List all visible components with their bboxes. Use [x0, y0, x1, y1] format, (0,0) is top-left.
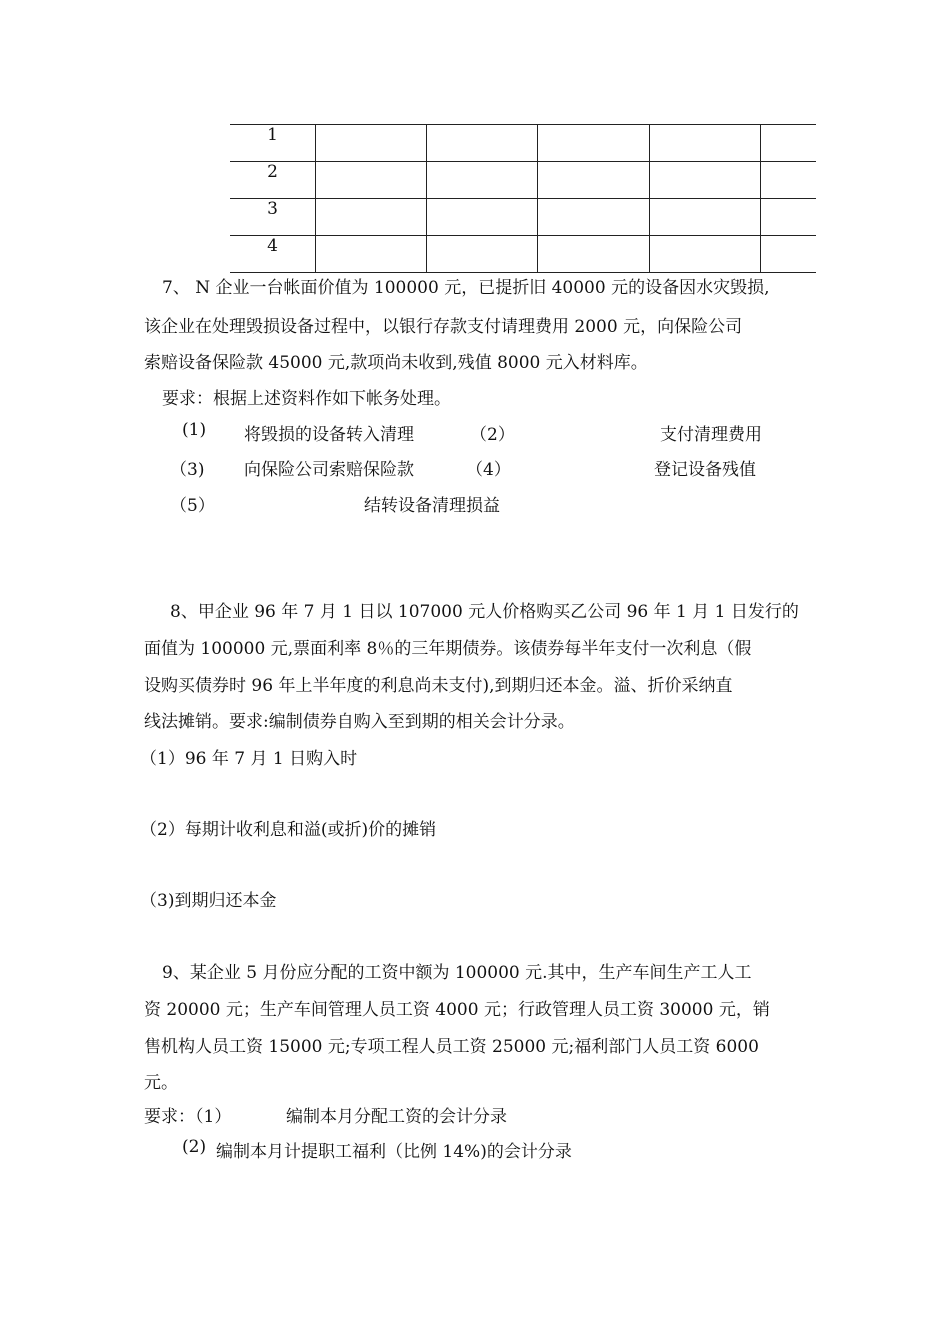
q9-line-4: 元。	[144, 1073, 178, 1093]
q8-item-2: （2）每期计收利息和溢(或折)价的摊销	[140, 820, 437, 840]
q8-line-2: 面值为 100000 元,票面利率 8％的三年期债券。该债券每半年支付一次利息（假	[144, 639, 752, 659]
table-row	[230, 125, 816, 162]
table-row	[230, 162, 816, 199]
q7-item-3-text: 向保险公司索赔保险款	[244, 460, 414, 480]
q7-line-2: 该企业在处理毁损设备过程中，以银行存款支付请理费用 2000 元，向保险公司	[144, 317, 743, 337]
table-row	[230, 199, 816, 236]
row-number: 2	[230, 162, 316, 199]
q9-line-1: 9、某企业 5 月份应分配的工资中额为 100000 元.其中，生产车间生产工人工	[162, 963, 752, 983]
q8-item-1: （1）96 年 7 月 1 日购入时	[140, 749, 358, 769]
q7-item-4-text: 登记设备残值	[654, 460, 756, 480]
q9-req-label: 要求：（1）	[144, 1107, 232, 1127]
row-number: 1	[230, 125, 316, 162]
q7-item-1-text: 将毁损的设备转入清理	[244, 425, 414, 445]
q8-item-3: （3)到期归还本金	[140, 891, 277, 911]
q7-line-3: 索赔设备保险款 45000 元,款项尚未收到,残值 8000 元入材料库。	[144, 353, 648, 373]
q7-item-4-no: （4）	[466, 460, 511, 480]
q9-req-1: 编制本月分配工资的会计分录	[286, 1107, 507, 1127]
q9-req-2: 编制本月计提职工福利（比例 14%)的会计分录	[216, 1142, 572, 1162]
q9-line-2: 资 20000 元；生产车间管理人员工资 4000 元；行政管理人员工资 30000 元，销	[144, 1000, 770, 1020]
q9-req-2-no: (2)	[182, 1137, 207, 1157]
q7-item-1-no: (1)	[182, 420, 207, 440]
q8-line-3: 设购买债券时 96 年上半年度的利息尚未支付),到期归还本金。溢、折价采纳直	[144, 676, 733, 696]
row-number: 3	[230, 199, 316, 236]
q7-line-1: 7、 N 企业一台帐面价值为 100000 元，已提折旧 40000 元的设备因水灾毁损,	[162, 278, 770, 298]
q7-requirement: 要求：根据上述资料作如下帐务处理。	[162, 389, 451, 409]
q9-line-3: 售机构人员工资 15000 元;专项工程人员工资 25000 元;福利部门人员工资 6000	[144, 1037, 759, 1057]
answer-table	[230, 124, 816, 273]
row-number: 4	[230, 236, 316, 273]
q7-item-5-text: 结转设备清理损益	[364, 496, 500, 516]
q7-item-2-text: 支付清理费用	[660, 425, 762, 445]
q8-line-4: 线法摊销。要求:编制债券自购入至到期的相关会计分录。	[144, 712, 575, 732]
q7-item-3-no: （3)	[170, 460, 205, 480]
q7-item-2-no: （2）	[470, 425, 515, 445]
q8-line-1: 8、甲企业 96 年 7 月 1 日以 107000 元人价格购买乙公司 96 年 1 月 1 日发行的	[170, 602, 799, 622]
table-row	[230, 236, 816, 273]
q7-item-5-no: （5）	[170, 496, 215, 516]
